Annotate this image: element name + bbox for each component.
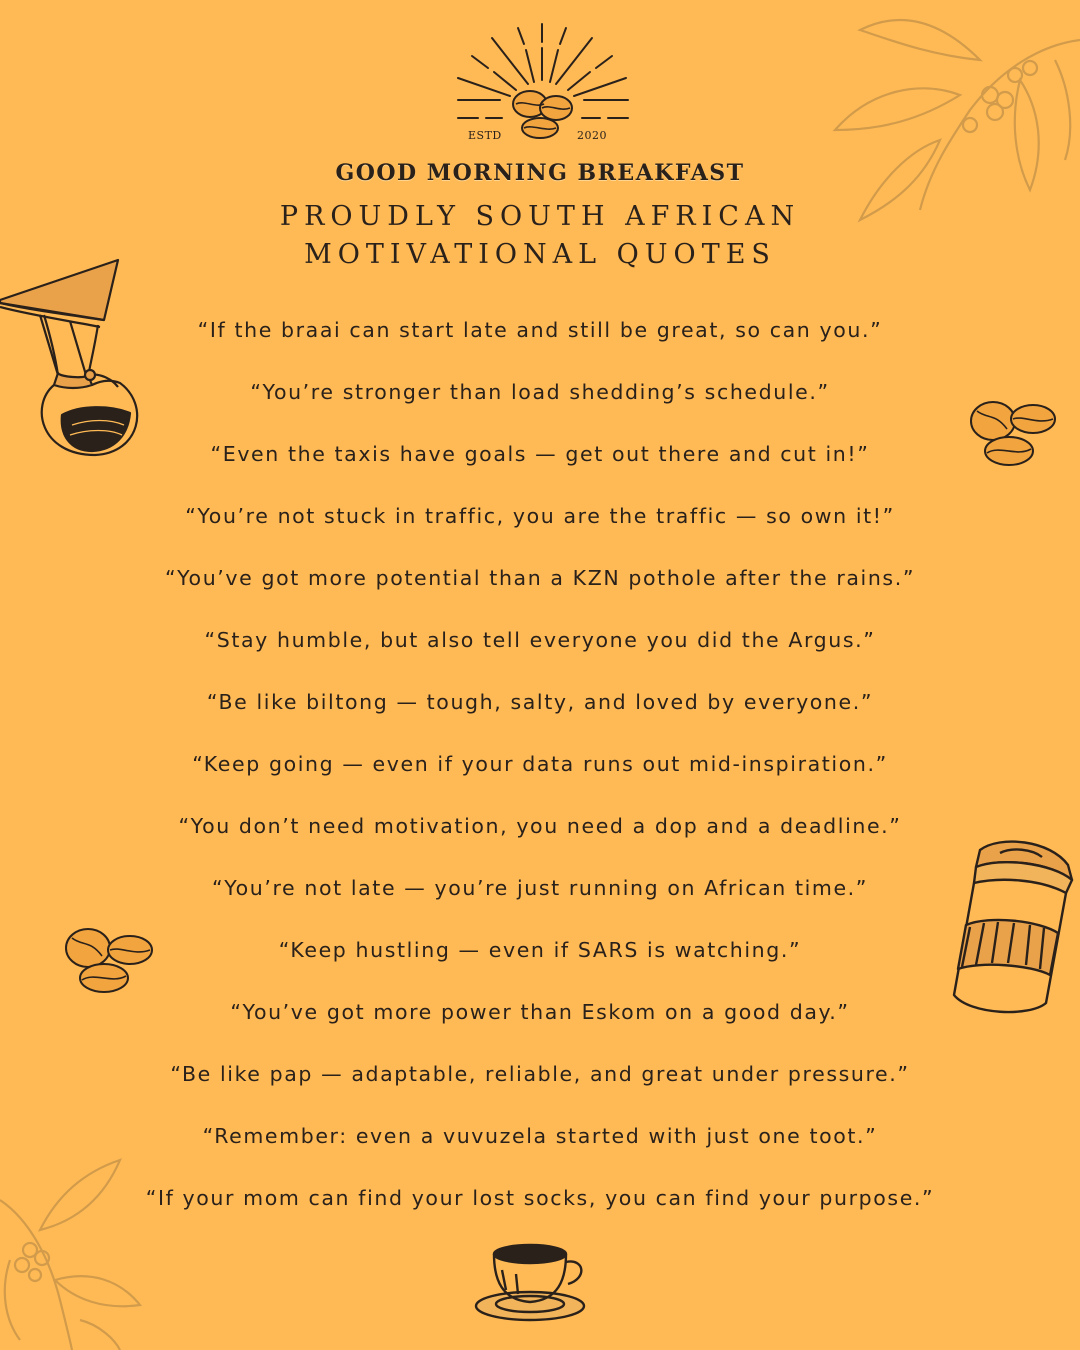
quote-item: “Keep going — even if your data runs out mid-inspiration.” <box>192 752 888 776</box>
quote-item: “Stay humble, but also tell everyone you did the Argus.” <box>204 628 876 652</box>
estd-label: ESTD <box>468 129 502 142</box>
quote-item: “You’ve got more potential than a KZN pothole after the rains.” <box>164 566 916 590</box>
quote-item: “You don’t need motivation, you need a dop and a deadline.” <box>178 814 902 838</box>
page-title-line-2: MOTIVATIONAL QUOTES <box>304 239 776 270</box>
quote-item: “Keep hustling — even if SARS is watching.” <box>278 938 802 962</box>
brand-name: GOOD MORNING BREAKFAST <box>335 160 745 186</box>
quote-item: “If the braai can start late and still be great, so can you.” <box>197 318 883 342</box>
quote-item: “You’re stronger than load shedding’s schedule.” <box>250 380 830 404</box>
page-title-line-1: PROUDLY SOUTH AFRICAN <box>279 201 801 232</box>
quote-item: “Even the taxis have goals — get out there and cut in!” <box>210 442 870 466</box>
quote-list <box>0 311 1080 1241</box>
coffee-cup-saucer-icon <box>472 1240 592 1325</box>
quote-item: “You’re not late — you’re just running on African time.” <box>211 876 869 900</box>
quote-item: “You’ve got more power than Eskom on a good day.” <box>230 1000 850 1024</box>
quote-item: “You’re not stuck in traffic, you are the traffic — so own it!” <box>185 504 895 528</box>
quote-item: “Remember: even a vuvuzela started with just one toot.” <box>202 1124 878 1148</box>
quote-item: “Be like pap — adaptable, reliable, and great under pressure.” <box>170 1062 910 1086</box>
quote-item: “Be like biltong — tough, salty, and loved by everyone.” <box>206 690 874 714</box>
year-label: 2020 <box>577 129 607 142</box>
quote-item: “If your mom can find your lost socks, you can find your purpose.” <box>145 1186 935 1210</box>
